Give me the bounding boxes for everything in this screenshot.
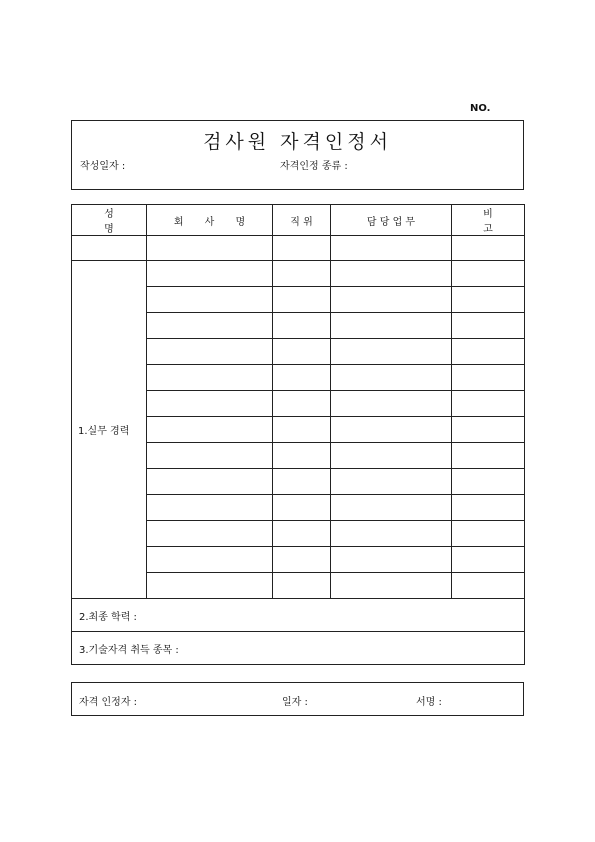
header-remarks: 비 고 xyxy=(452,205,525,236)
career-position-cell[interactable] xyxy=(273,547,331,573)
qualification-table xyxy=(71,204,525,665)
career-remarks-cell[interactable] xyxy=(452,391,525,417)
career-company-cell[interactable] xyxy=(147,365,273,391)
signature-label: 서명 : xyxy=(416,697,442,708)
career-position-cell[interactable] xyxy=(273,287,331,313)
career-remarks-cell[interactable] xyxy=(452,365,525,391)
career-duty-cell[interactable] xyxy=(331,313,452,339)
name-cell[interactable] xyxy=(72,236,147,261)
education-row xyxy=(72,599,525,632)
document-title: 검사원 자격인정서 xyxy=(203,131,392,153)
written-date-label: 작성일자 : xyxy=(80,161,126,172)
career-duty-cell[interactable] xyxy=(331,469,452,495)
career-duty-cell[interactable] xyxy=(331,261,452,287)
career-company-cell[interactable] xyxy=(147,573,273,599)
career-remarks-cell[interactable] xyxy=(452,417,525,443)
career-company-cell[interactable] xyxy=(147,495,273,521)
table-header-row xyxy=(72,205,525,236)
career-company-cell[interactable] xyxy=(147,547,273,573)
header-company: 회 사 명 xyxy=(147,205,273,236)
career-duty-cell[interactable] xyxy=(331,573,452,599)
career-position-cell[interactable] xyxy=(273,469,331,495)
certification-date-label: 일자 : xyxy=(282,697,308,708)
header-position: 직 위 xyxy=(273,205,331,236)
career-position-cell[interactable] xyxy=(273,391,331,417)
career-remarks-cell[interactable] xyxy=(452,547,525,573)
career-position-cell[interactable] xyxy=(273,521,331,547)
career-company-cell[interactable] xyxy=(147,287,273,313)
career-duty-cell[interactable] xyxy=(331,443,452,469)
document-number-label: NO. xyxy=(470,103,491,114)
career-duty-cell[interactable] xyxy=(331,495,452,521)
certifier-label: 자격 인정자 : xyxy=(79,697,138,708)
career-company-cell[interactable] xyxy=(147,391,273,417)
certification-type-label: 자격인정 종류 : xyxy=(280,161,348,172)
career-remarks-cell[interactable] xyxy=(452,339,525,365)
career-remarks-cell[interactable] xyxy=(452,495,525,521)
company-cell[interactable] xyxy=(147,236,273,261)
career-position-cell[interactable] xyxy=(273,443,331,469)
career-duty-cell[interactable] xyxy=(331,339,452,365)
career-section xyxy=(72,261,525,599)
header-box xyxy=(71,120,524,190)
position-cell[interactable] xyxy=(273,236,331,261)
career-company-cell[interactable] xyxy=(147,521,273,547)
career-position-cell[interactable] xyxy=(273,365,331,391)
career-remarks-cell[interactable] xyxy=(452,443,525,469)
career-company-cell[interactable] xyxy=(147,443,273,469)
career-position-cell[interactable] xyxy=(273,261,331,287)
career-remarks-cell[interactable] xyxy=(452,287,525,313)
name-row xyxy=(72,236,525,261)
career-company-cell[interactable] xyxy=(147,417,273,443)
duty-cell[interactable] xyxy=(331,236,452,261)
career-duty-cell[interactable] xyxy=(331,521,452,547)
qualification-label[interactable]: 3.기술자격 취득 종목 : xyxy=(72,632,525,665)
header-duty: 담 당 업 무 xyxy=(331,205,452,236)
education-label[interactable]: 2.최종 학력 : xyxy=(72,599,525,632)
career-remarks-cell[interactable] xyxy=(452,313,525,339)
career-company-cell[interactable] xyxy=(147,339,273,365)
career-remarks-cell[interactable] xyxy=(452,261,525,287)
career-duty-cell[interactable] xyxy=(331,391,452,417)
career-position-cell[interactable] xyxy=(273,573,331,599)
career-position-cell[interactable] xyxy=(273,313,331,339)
qualification-row xyxy=(72,632,525,665)
career-duty-cell[interactable] xyxy=(331,547,452,573)
career-position-cell[interactable] xyxy=(273,495,331,521)
career-remarks-cell[interactable] xyxy=(452,469,525,495)
career-remarks-cell[interactable] xyxy=(452,521,525,547)
career-company-cell[interactable] xyxy=(147,313,273,339)
career-duty-cell[interactable] xyxy=(331,287,452,313)
career-position-cell[interactable] xyxy=(273,417,331,443)
career-label: 1.실무 경력 xyxy=(72,261,147,599)
career-remarks-cell[interactable] xyxy=(452,573,525,599)
career-company-cell[interactable] xyxy=(147,261,273,287)
career-duty-cell[interactable] xyxy=(331,365,452,391)
career-duty-cell[interactable] xyxy=(331,417,452,443)
career-position-cell[interactable] xyxy=(273,339,331,365)
career-company-cell[interactable] xyxy=(147,469,273,495)
header-name: 성 명 xyxy=(72,205,147,236)
remarks-cell[interactable] xyxy=(452,236,525,261)
career-row xyxy=(72,261,525,287)
footer-box xyxy=(71,682,524,716)
